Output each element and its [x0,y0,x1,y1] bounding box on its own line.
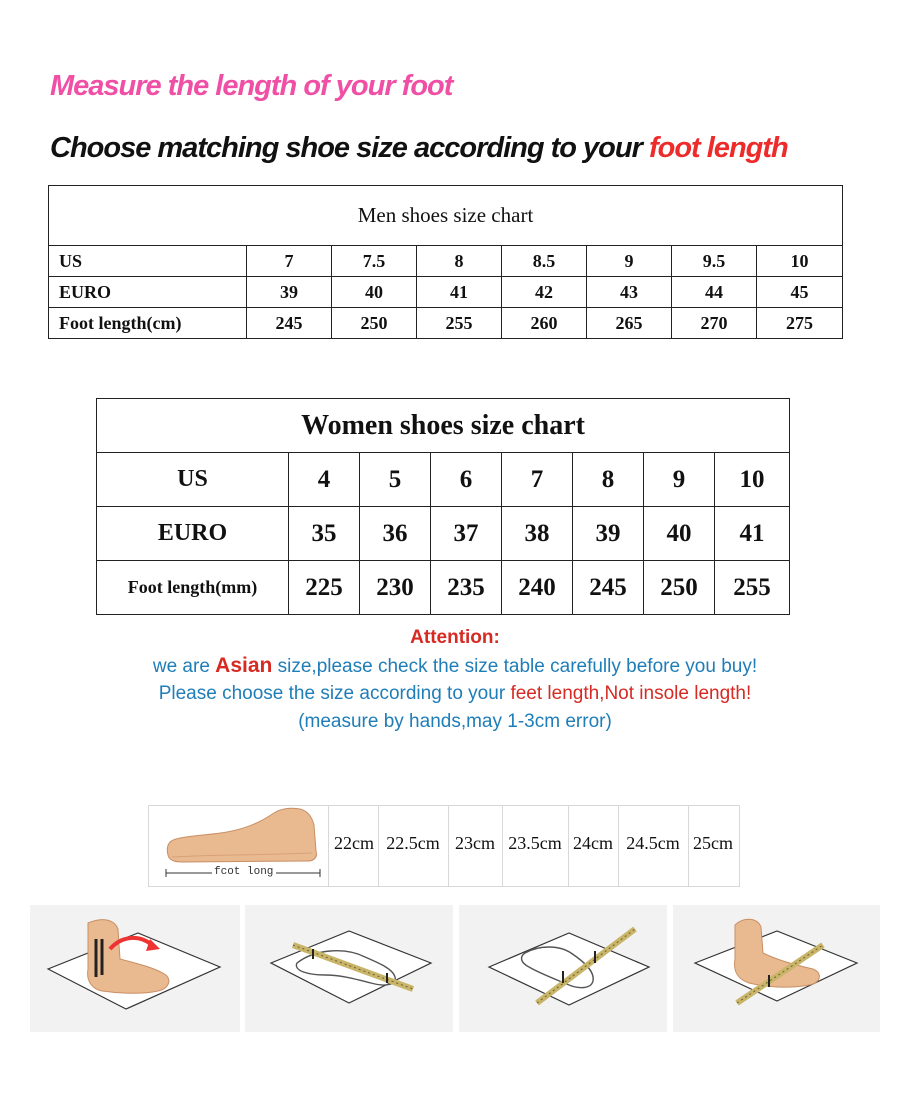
ruler-divider [148,805,149,887]
women-row-foot-length [97,561,790,615]
women-row-us [97,453,790,507]
measure-step-2 [245,905,453,1032]
size-cell: 245 [573,561,644,615]
size-cell: 10 [757,246,843,277]
ruler-divider [739,805,740,887]
size-cell: 9 [587,246,672,277]
feet-length-highlight: feet length,Not insole length! [510,683,752,704]
choose-size-heading [50,132,788,165]
size-cell: 260 [502,308,587,339]
heel-against-wall-illustration [30,905,240,1032]
ruler-divider [328,805,329,887]
women-chart-title: Women shoes size chart [97,399,790,453]
size-cell: 40 [332,277,417,308]
choose-size-text: Choose matching shoe size according to your [50,132,649,164]
size-cell: 45 [757,277,843,308]
foot-length-ruler [148,805,740,887]
size-cell: 8.5 [502,246,587,277]
size-cell: 7.5 [332,246,417,277]
attention-text: we are [152,656,216,677]
foot-caption: fcot long [214,866,274,878]
men-chart-title: Men shoes size chart [49,186,843,246]
asian-highlight: Asian [215,654,273,677]
size-cell: 37 [431,507,502,561]
size-label: 23.5cm [508,833,562,853]
row-label: US [97,453,289,507]
foot-side-icon [162,807,322,867]
size-cell: 7 [502,453,573,507]
size-cell: 270 [672,308,757,339]
size-label: 22cm [334,833,374,853]
size-cell: 44 [672,277,757,308]
women-size-chart [96,398,790,615]
size-cell: 255 [417,308,502,339]
ruler-on-outline-illustration [459,905,667,1032]
row-label: EURO [49,277,247,308]
outline-foot-illustration [245,905,453,1032]
row-label: US [49,246,247,277]
men-row-euro [49,277,843,308]
size-cell: 230 [360,561,431,615]
men-row-us [49,246,843,277]
attention-line-error: (measure by hands,may 1-3cm error) [298,711,612,732]
size-cell: 39 [573,507,644,561]
row-label: Foot length(cm) [49,308,247,339]
size-cell: 10 [715,453,790,507]
size-cell: 255 [715,561,790,615]
size-cell: 275 [757,308,843,339]
attention-line-feet-length [0,680,910,708]
size-cell: 42 [502,277,587,308]
size-cell: 7 [247,246,332,277]
attention-text: size,please check the size table carefully before you buy! [272,656,758,677]
size-cell: 38 [502,507,573,561]
size-cell: 39 [247,277,332,308]
size-cell: 43 [587,277,672,308]
size-cell: 250 [332,308,417,339]
size-cell: 6 [431,453,502,507]
men-row-foot-length [49,308,843,339]
attention-text: Please choose the size according to your [158,683,511,704]
size-cell: 4 [289,453,360,507]
size-cell: 8 [417,246,502,277]
row-label: EURO [97,507,289,561]
attention-title: Attention: [410,627,500,648]
attention-line-asian [0,652,910,681]
size-label: 25cm [693,833,733,853]
size-cell: 41 [715,507,790,561]
size-cell: 225 [289,561,360,615]
size-cell: 9.5 [672,246,757,277]
measure-foot-illustration [673,905,880,1032]
ruler-border [148,886,740,887]
ruler-border [148,805,740,806]
size-label: 24.5cm [626,833,680,853]
size-cell: 40 [644,507,715,561]
size-cell: 41 [417,277,502,308]
size-cell: 235 [431,561,502,615]
size-cell: 240 [502,561,573,615]
men-size-chart [48,185,843,339]
size-label: 24cm [573,833,613,853]
size-cell: 35 [289,507,360,561]
foot-length-highlight: foot length [648,132,788,164]
size-cell: 265 [587,308,672,339]
measure-heading: Measure the length of your foot [50,70,453,102]
row-label: Foot length(mm) [97,561,289,615]
size-label: 22.5cm [386,833,440,853]
women-row-euro [97,507,790,561]
measure-step-1 [30,905,240,1032]
size-cell: 5 [360,453,431,507]
size-cell: 9 [644,453,715,507]
size-cell: 245 [247,308,332,339]
size-cell: 250 [644,561,715,615]
measure-step-3 [459,905,667,1032]
size-label: 23cm [455,833,495,853]
size-cell: 36 [360,507,431,561]
size-cell: 8 [573,453,644,507]
measure-step-4 [673,905,880,1032]
